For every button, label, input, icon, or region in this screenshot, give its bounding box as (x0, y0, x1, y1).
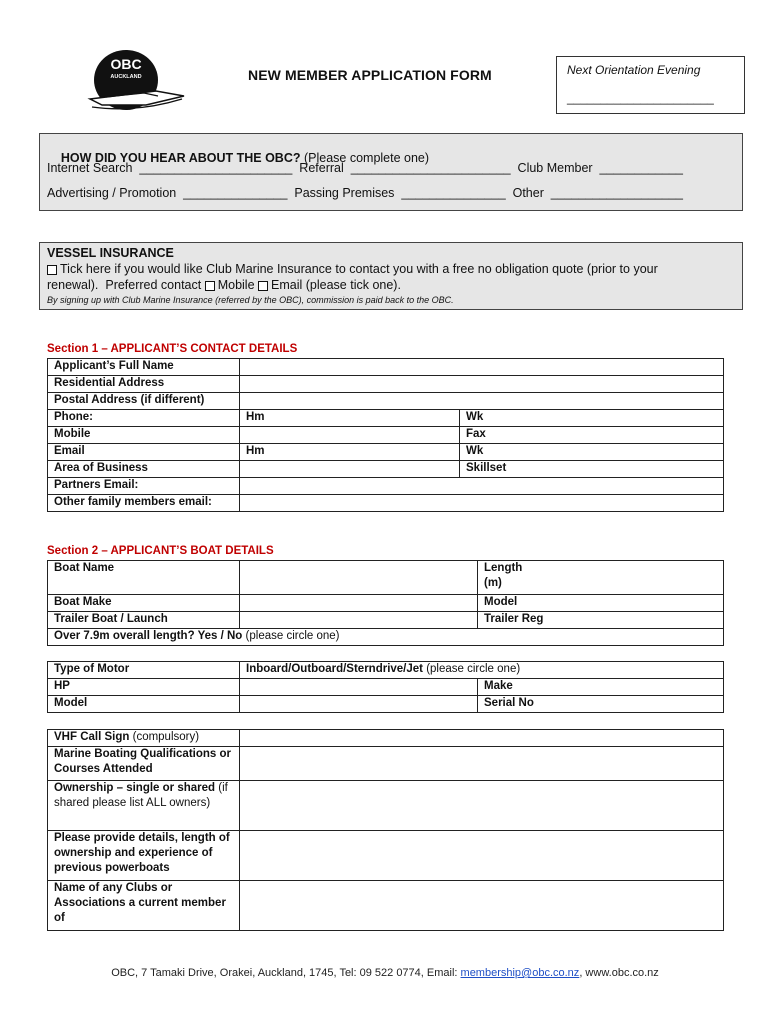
section-2-title: Section 2 – APPLICANT’S BOAT DETAILS (47, 545, 274, 557)
area-input[interactable] (240, 461, 460, 478)
serial-input[interactable]: Serial No (478, 696, 724, 713)
hear-row-2[interactable]: Advertising / Promotion _______________ Passing Premises _______________ Other ___________________ (47, 186, 683, 200)
ownership-note: (if shared please list ALL owners) (54, 782, 228, 809)
experience-input[interactable] (240, 831, 724, 881)
postal-label: Postal Address (if different) (48, 393, 240, 410)
experience-table (47, 729, 724, 931)
motor-model-input[interactable] (240, 696, 478, 713)
vhf-label (48, 730, 240, 747)
quals-input[interactable] (240, 747, 724, 781)
hear-heading: HOW DID YOU HEAR ABOUT THE OBC? (60, 151, 301, 165)
family-label: Other family members email: (48, 495, 240, 512)
mobile-checkbox[interactable] (205, 281, 215, 291)
mobile-label: Mobile (217, 278, 259, 292)
vhf-input[interactable] (240, 730, 724, 747)
logo-text-auckland: AUCKLAND (110, 74, 142, 80)
clubs-label: Name of any Clubs or Associations a current member of (48, 881, 240, 931)
insurance-line-2: renewal). Preferred contact (47, 278, 205, 292)
trailer-input[interactable] (240, 612, 478, 629)
insurance-note: By signing up with Club Marine Insurance (referred by the OBC), commission is paid back to the OBC. (47, 295, 454, 305)
email-hm-input[interactable]: Hm (240, 444, 460, 461)
vessel-insurance-box (39, 242, 743, 310)
email-label: Email (48, 444, 240, 461)
boat-name-input[interactable] (240, 561, 478, 595)
ownership-label (48, 781, 240, 831)
experience-label: Please provide details, length of ownership and experience of previous powerboats (48, 831, 240, 881)
insurance-heading: VESSEL INSURANCE (47, 246, 174, 260)
full-name-input[interactable] (240, 359, 724, 376)
postal-input[interactable] (240, 393, 724, 410)
vhf-note: (compulsory) (132, 731, 200, 743)
orientation-date-field[interactable]: ______________________ (567, 91, 714, 105)
orientation-label: Next Orientation Evening (567, 63, 701, 77)
footer-website: , www.obc.co.nz (579, 967, 659, 979)
footer-email-link[interactable]: membership@obc.co.nz (460, 967, 580, 979)
form-title: NEW MEMBER APPLICATION FORM (248, 67, 492, 83)
orientation-evening-box[interactable] (556, 56, 745, 114)
quals-label: Marine Boating Qualifications or Courses Attended (48, 747, 240, 781)
fax-input[interactable]: Fax (460, 427, 724, 444)
contact-details-table (47, 358, 724, 512)
hear-about-obc-box (39, 133, 743, 211)
residential-label: Residential Address (48, 376, 240, 393)
hear-row-1[interactable]: Internet Search ______________________ Referral _______________________ Club Member ____________ (47, 161, 683, 175)
footer-text: OBC, 7 Tamaki Drive, Orakei, Auckland, 1745, Tel: 09 522 0774, Email: (111, 967, 461, 979)
insurance-line-1: Tick here if you would like Club Marine Insurance to contact you with a free no obligation quote (prior to your (60, 262, 658, 276)
make-input[interactable]: Make (478, 679, 724, 696)
mobile-input[interactable] (240, 427, 460, 444)
motor-type-options[interactable] (240, 662, 724, 679)
phone-label: Phone: (48, 410, 240, 427)
model-input[interactable]: Model (478, 595, 724, 612)
motor-model-label: Model (48, 696, 240, 713)
hp-input[interactable] (240, 679, 478, 696)
over-length-note: (please circle one) (245, 630, 340, 642)
boat-make-input[interactable] (240, 595, 478, 612)
hear-heading-note: (Please complete one) (300, 151, 430, 165)
boat-make-label: Boat Make (48, 595, 240, 612)
over-length-question[interactable] (48, 629, 724, 646)
boat-details-table (47, 560, 724, 646)
mobile-label: Mobile (48, 427, 240, 444)
length-input[interactable]: Length (m) (478, 561, 724, 595)
clubs-input[interactable] (240, 881, 724, 931)
full-name-label: Applicant’s Full Name (48, 359, 240, 376)
footer (0, 967, 770, 979)
area-label: Area of Business (48, 461, 240, 478)
section-1-title: Section 1 – APPLICANT’S CONTACT DETAILS (47, 343, 298, 355)
trailer-reg-input[interactable]: Trailer Reg (478, 612, 724, 629)
obc-logo (86, 47, 186, 117)
skillset-input[interactable]: Skillset (460, 461, 724, 478)
email-wk-input[interactable]: Wk (460, 444, 724, 461)
ownership-input[interactable] (240, 781, 724, 831)
residential-input[interactable] (240, 376, 724, 393)
partners-input[interactable] (240, 478, 724, 495)
phone-wk-input[interactable]: Wk (460, 410, 724, 427)
trailer-label: Trailer Boat / Launch (48, 612, 240, 629)
motor-options: Inboard/Outboard/Sterndrive/Jet (246, 663, 423, 675)
vhf-label-text: VHF Call Sign (54, 731, 130, 743)
motor-type-label: Type of Motor (48, 662, 240, 679)
logo-text-obc: OBC (110, 56, 142, 72)
family-input[interactable] (240, 495, 724, 512)
ownership-label-text: Ownership – single or shared (54, 782, 216, 794)
motor-details-table (47, 661, 724, 713)
quote-checkbox[interactable] (47, 265, 57, 275)
email-label: Email (please tick one). (271, 278, 401, 292)
phone-hm-input[interactable]: Hm (240, 410, 460, 427)
hp-label: HP (48, 679, 240, 696)
over-length-label: Over 7.9m overall length? Yes / No (54, 630, 243, 642)
boat-name-label: Boat Name (48, 561, 240, 595)
email-checkbox[interactable] (258, 281, 268, 291)
motor-note: (please circle one) (426, 663, 521, 675)
partners-label: Partners Email: (48, 478, 240, 495)
